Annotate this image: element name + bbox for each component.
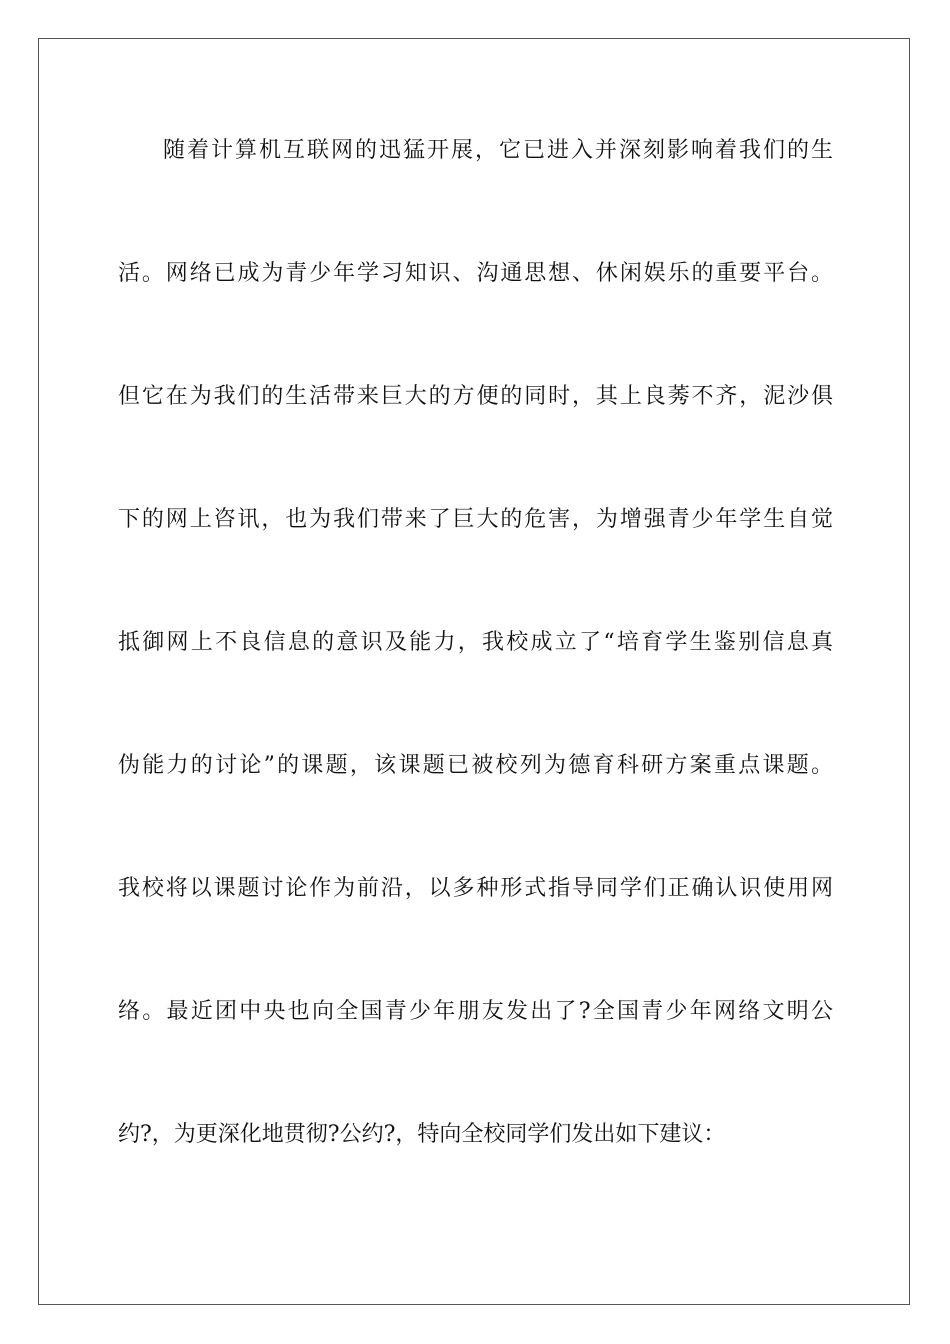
paragraph-line-4: 下的网上咨讯，也为我们带来了巨大的危害，为增强青少年学生自觉 (118, 507, 833, 532)
paragraph-line-6: 伪能力的讨论”的课题，该课题已被校列为德育科研方案重点课题。 (118, 753, 833, 778)
paragraph-line-7: 我校将以课题讨论作为前沿，以多种形式指导同学们正确认识使用网 (118, 876, 833, 901)
paragraph-line-8: 络。最近团中央也向全国青少年朋友发出了?全国青少年网络文明公 (118, 999, 833, 1024)
paragraph-line-2: 活。网络已成为青少年学习知识、沟通思想、休闲娱乐的重要平台。 (118, 261, 833, 286)
paragraph-line-5: 抵御网上不良信息的意识及能力，我校成立了“培育学生鉴别信息真 (118, 630, 833, 655)
paragraph-line-1: 随着计算机互联网的迅猛开展，它已进入并深刻影响着我们的生 (163, 138, 833, 163)
paragraph-line-9: 约?，为更深化地贯彻?公约?，特向全校同学们发出如下建议： (118, 1122, 726, 1147)
paragraph-line-3: 但它在为我们的生活带来巨大的方便的同时，其上良莠不齐，泥沙俱 (118, 384, 833, 409)
